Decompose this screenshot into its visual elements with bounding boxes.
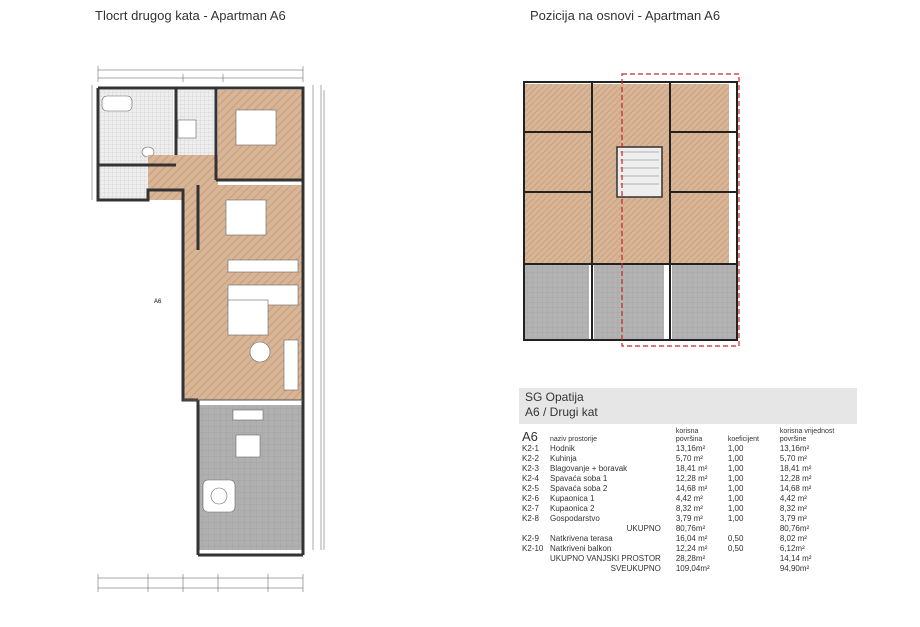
- cell-code: K2-4: [522, 474, 539, 483]
- cell-area: 8,32 m²: [675, 504, 703, 513]
- cell-coef: 1,00: [727, 474, 744, 483]
- cell-code: K2-9: [522, 534, 539, 543]
- cell-name: Spavaća soba 2: [550, 484, 608, 493]
- cell-area: 18,41 m²: [675, 464, 708, 473]
- building-floor-overview: [522, 72, 744, 347]
- bed-1: [236, 110, 276, 145]
- cell-value: 18,41 m²: [779, 464, 812, 473]
- outdoor-total-area: 28,28m²: [675, 554, 706, 563]
- apartment-floor: A6 / Drugi kat: [525, 405, 598, 419]
- cell-area: 3,79 m²: [675, 514, 703, 523]
- cell-code: K2-2: [522, 454, 539, 463]
- outdoor-total-row: [519, 554, 857, 564]
- bathtub: [102, 96, 132, 111]
- cell-name: Natkrivena terasa: [550, 534, 613, 543]
- outdoor-total-label: UKUPNO VANJSKI PROSTOR: [550, 554, 661, 563]
- cell-name: Kupaonica 1: [550, 494, 595, 503]
- utility-room: [98, 165, 148, 200]
- cell-area: 13,16m²: [675, 444, 706, 453]
- terrace-sofa: [233, 410, 263, 420]
- cell-code: K2-3: [522, 464, 539, 473]
- cell-coef: 1,00: [727, 504, 744, 513]
- cell-value: 3,79 m²: [779, 514, 807, 523]
- project-name: SG Opatija: [525, 390, 584, 404]
- grand-total-area: 109,04m²: [675, 564, 710, 573]
- cell-area: 16,04 m²: [675, 534, 708, 543]
- cell-value: 14,68 m²: [779, 484, 812, 493]
- cell-value: 4,42 m²: [779, 494, 807, 503]
- total-label: UKUPNO: [626, 524, 661, 533]
- table-row: [519, 464, 857, 474]
- cell-name: Spavaća soba 1: [550, 474, 608, 483]
- table-row: [519, 494, 857, 504]
- table-row: [519, 474, 857, 484]
- dimension-lines-bottom: [98, 574, 303, 592]
- cell-area: 12,24 m²: [675, 544, 708, 553]
- cell-coef: 1,00: [727, 444, 744, 453]
- total-row: [519, 524, 857, 534]
- left-title: Tlocrt drugog kata - Apartman A6: [95, 8, 286, 23]
- table-row: [519, 504, 857, 514]
- cell-area: 12,28 m²: [675, 474, 708, 483]
- terrace: [198, 405, 303, 550]
- cell-name: Kuhinja: [550, 454, 577, 463]
- cell-value: 6,12m²: [779, 544, 805, 553]
- cell-code: K2-1: [522, 444, 539, 453]
- total-value: 80,76m²: [779, 524, 810, 533]
- bed-2: [226, 200, 266, 235]
- cell-coef: 1,00: [727, 464, 744, 473]
- col-value: korisna vrijednost površine: [779, 428, 835, 443]
- apt-code: A6: [522, 429, 538, 444]
- cell-code: K2-6: [522, 494, 539, 503]
- grand-total-row: [519, 564, 857, 574]
- cell-name: Gospodarstvo: [550, 514, 600, 523]
- cell-name: Natkriveni balkon: [550, 544, 612, 553]
- terrace-left: [524, 264, 589, 339]
- rooms-body: [519, 444, 857, 524]
- terrace-middle: [594, 264, 664, 339]
- cell-name: Blagovanje + boravak: [550, 464, 628, 473]
- dimension-lines-top: [98, 66, 303, 82]
- jacuzzi: [203, 480, 235, 512]
- cell-coef: 1,00: [727, 514, 744, 523]
- cell-code: K2-8: [522, 514, 539, 523]
- terrace-table: [236, 435, 260, 457]
- shower: [178, 120, 196, 138]
- right-title: Pozicija na osnovi - Apartman A6: [530, 8, 721, 23]
- outdoor-total-value: 14,14 m²: [779, 554, 812, 563]
- coffee-table: [250, 342, 270, 362]
- dining-table: [228, 300, 268, 335]
- cell-value: 8,32 m²: [779, 504, 807, 513]
- table-row: [519, 544, 857, 554]
- dimension-lines-right: [313, 85, 324, 550]
- cell-area: 14,68 m²: [675, 484, 708, 493]
- table-header: [519, 424, 857, 444]
- cell-value: 12,28 m²: [779, 474, 812, 483]
- staircase: [617, 147, 662, 197]
- table-row: [519, 534, 857, 544]
- cell-code: K2-10: [522, 544, 544, 553]
- terrace-right: [672, 264, 737, 339]
- cell-name: Hodnik: [550, 444, 575, 453]
- cell-coef: 0,50: [727, 544, 744, 553]
- cell-value: 8,02 m²: [779, 534, 807, 543]
- area-table: [519, 424, 857, 574]
- cell-code: K2-7: [522, 504, 539, 513]
- cell-coef: 0,50: [727, 534, 744, 543]
- cell-area: 4,42 m²: [675, 494, 703, 503]
- kitchen-counter: [228, 260, 298, 272]
- total-area: 80,76m²: [675, 524, 706, 533]
- cell-value: 13,16m²: [779, 444, 810, 453]
- grand-total-value: 94,90m²: [779, 564, 810, 573]
- table-row: [519, 444, 857, 454]
- table-row: [519, 514, 857, 524]
- col-area: korisna površina: [675, 428, 703, 443]
- cell-coef: 1,00: [727, 494, 744, 503]
- outdoor-body: [519, 534, 857, 554]
- cell-code: K2-5: [522, 484, 539, 493]
- cell-coef: 1,00: [727, 454, 744, 463]
- entrance-label: A6: [154, 299, 162, 305]
- floor-plan-apartment: [88, 60, 328, 605]
- cell-coef: 1,00: [727, 484, 744, 493]
- col-name: naziv prostorije: [550, 436, 598, 443]
- panel-header: [519, 388, 857, 424]
- table-row: [519, 454, 857, 464]
- area-table-panel: [519, 388, 857, 626]
- col-coef: koeficijent: [727, 436, 759, 443]
- cell-value: 5,70 m²: [779, 454, 807, 463]
- cell-area: 5,70 m²: [675, 454, 703, 463]
- grand-total-label: SVEUKUPNO: [610, 564, 661, 573]
- table-row: [519, 484, 857, 494]
- cell-name: Kupaonica 2: [550, 504, 595, 513]
- sofa: [284, 340, 298, 390]
